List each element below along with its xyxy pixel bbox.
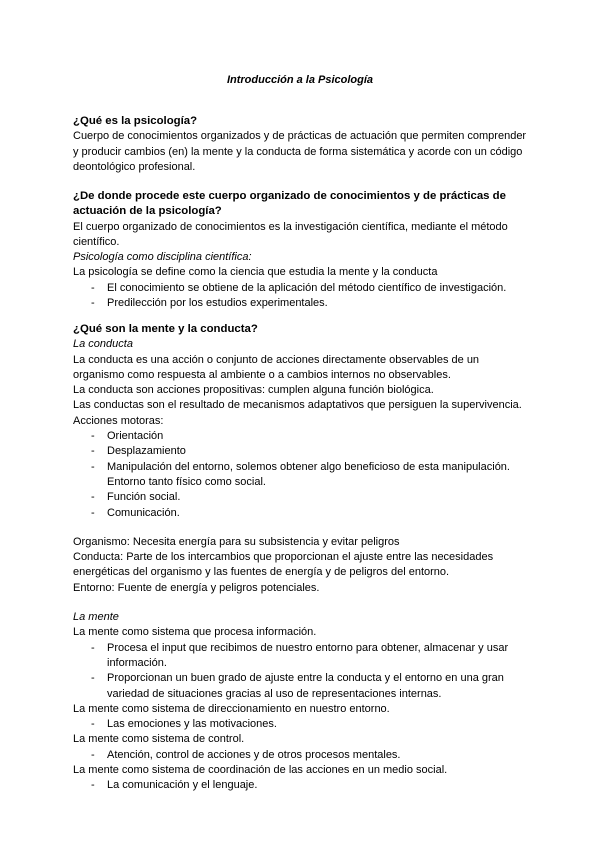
scientific-bullets (73, 281, 533, 312)
conducta-p2: La conducta son acciones propositivas: cumplen alguna función biológica. (73, 384, 434, 397)
list-item: - Manipulación del entorno, solemos obtener algo beneficioso de esta manipulación. Entorno tanto físico como social. (73, 460, 533, 491)
entorno-text: Entorno: Fuente de energía y peligros potenciales. (73, 581, 320, 594)
conducta-p1: La conducta es una acción o conjunto de acciones directamente observables de un organismo como respuesta al ambiente o a cambios internos no observables. (73, 353, 480, 381)
conducta-p4: Acciones motoras: (73, 414, 164, 427)
origin-text: El cuerpo organizado de conocimientos es la investigación científica, mediante el método científico. (73, 220, 508, 248)
page-title: Introducción a la Psicología (226, 74, 374, 86)
mente-bullets-1 (73, 641, 533, 702)
list-item: - Desplazamiento (73, 444, 533, 459)
subheading-conducta: La conducta (73, 338, 133, 351)
list-item: - Proporcionan un buen grado de ajuste entre la conducta y el entorno en una gran variedad de situaciones gracias al uso de representaciones internas. (73, 671, 533, 702)
mente-bullets-3 (73, 748, 533, 763)
mente-bullets-4 (73, 778, 533, 793)
list-item: - Función social. (73, 490, 533, 505)
list-item: - Comunicación. (73, 506, 533, 521)
heading-mind-behavior: ¿Qué son la mente y la conducta? (73, 323, 258, 335)
conducta-definition: Conducta: Parte de los intercambios que proporcionan el ajuste entre las necesidades energéticas del organismo y las fuentes de energía y de peligros del entorno. (73, 551, 494, 579)
list-item: - Las emociones y las motivaciones. (73, 717, 533, 732)
mente-bullets-2 (73, 717, 533, 732)
list-item: - La comunicación y el lenguaje. (73, 778, 533, 793)
subheading-mente: La mente (73, 611, 119, 624)
section-origin (73, 189, 533, 311)
list-item: - El conocimiento se obtiene de la aplicación del método científico de investigación. (73, 281, 533, 296)
motor-actions-list (73, 429, 533, 521)
mente-p1: La mente como sistema que procesa información. (73, 626, 317, 639)
list-item: - Predilección por los estudios experimentales. (73, 296, 533, 311)
mente-p3: La mente como sistema de control. (73, 733, 245, 746)
heading-origin: ¿De donde procede este cuerpo organizado de conocimientos y de prácticas de actuación de la psicología? (73, 190, 506, 218)
definition-text: Cuerpo de conocimientos organizados y de prácticas de actuación que permiten comprender y producir cambios (en) la mente y la conducta de forma sistemática y acorde con un código deontológico profesional. (73, 130, 527, 173)
section-what-is-psychology (73, 114, 533, 175)
list-item: - Procesa el input que recibimos de nuestro entorno para obtener, almacenar y usar información. (73, 641, 533, 672)
heading-what-is-psychology: ¿Qué es la psicología? (73, 115, 198, 127)
psychology-definition: La psicología se define como la ciencia que estudia la mente y la conducta (73, 266, 438, 279)
list-item: - Atención, control de acciones y de otros procesos mentales. (73, 748, 533, 763)
section-mind-behavior (73, 322, 533, 794)
mente-p2: La mente como sistema de direccionamiento en nuestro entorno. (73, 702, 390, 715)
conducta-p3: Las conductas son el resultado de mecanismos adaptativos que persiguen la supervivencia. (73, 399, 522, 412)
organismo-text: Organismo: Necesita energía para su subsistencia y evitar peligros (73, 535, 400, 548)
list-item: - Orientación (73, 429, 533, 444)
subheading-scientific-discipline: Psicología como disciplina científica: (73, 251, 252, 264)
mente-p4: La mente como sistema de coordinación de las acciones en un medio social. (73, 764, 448, 777)
